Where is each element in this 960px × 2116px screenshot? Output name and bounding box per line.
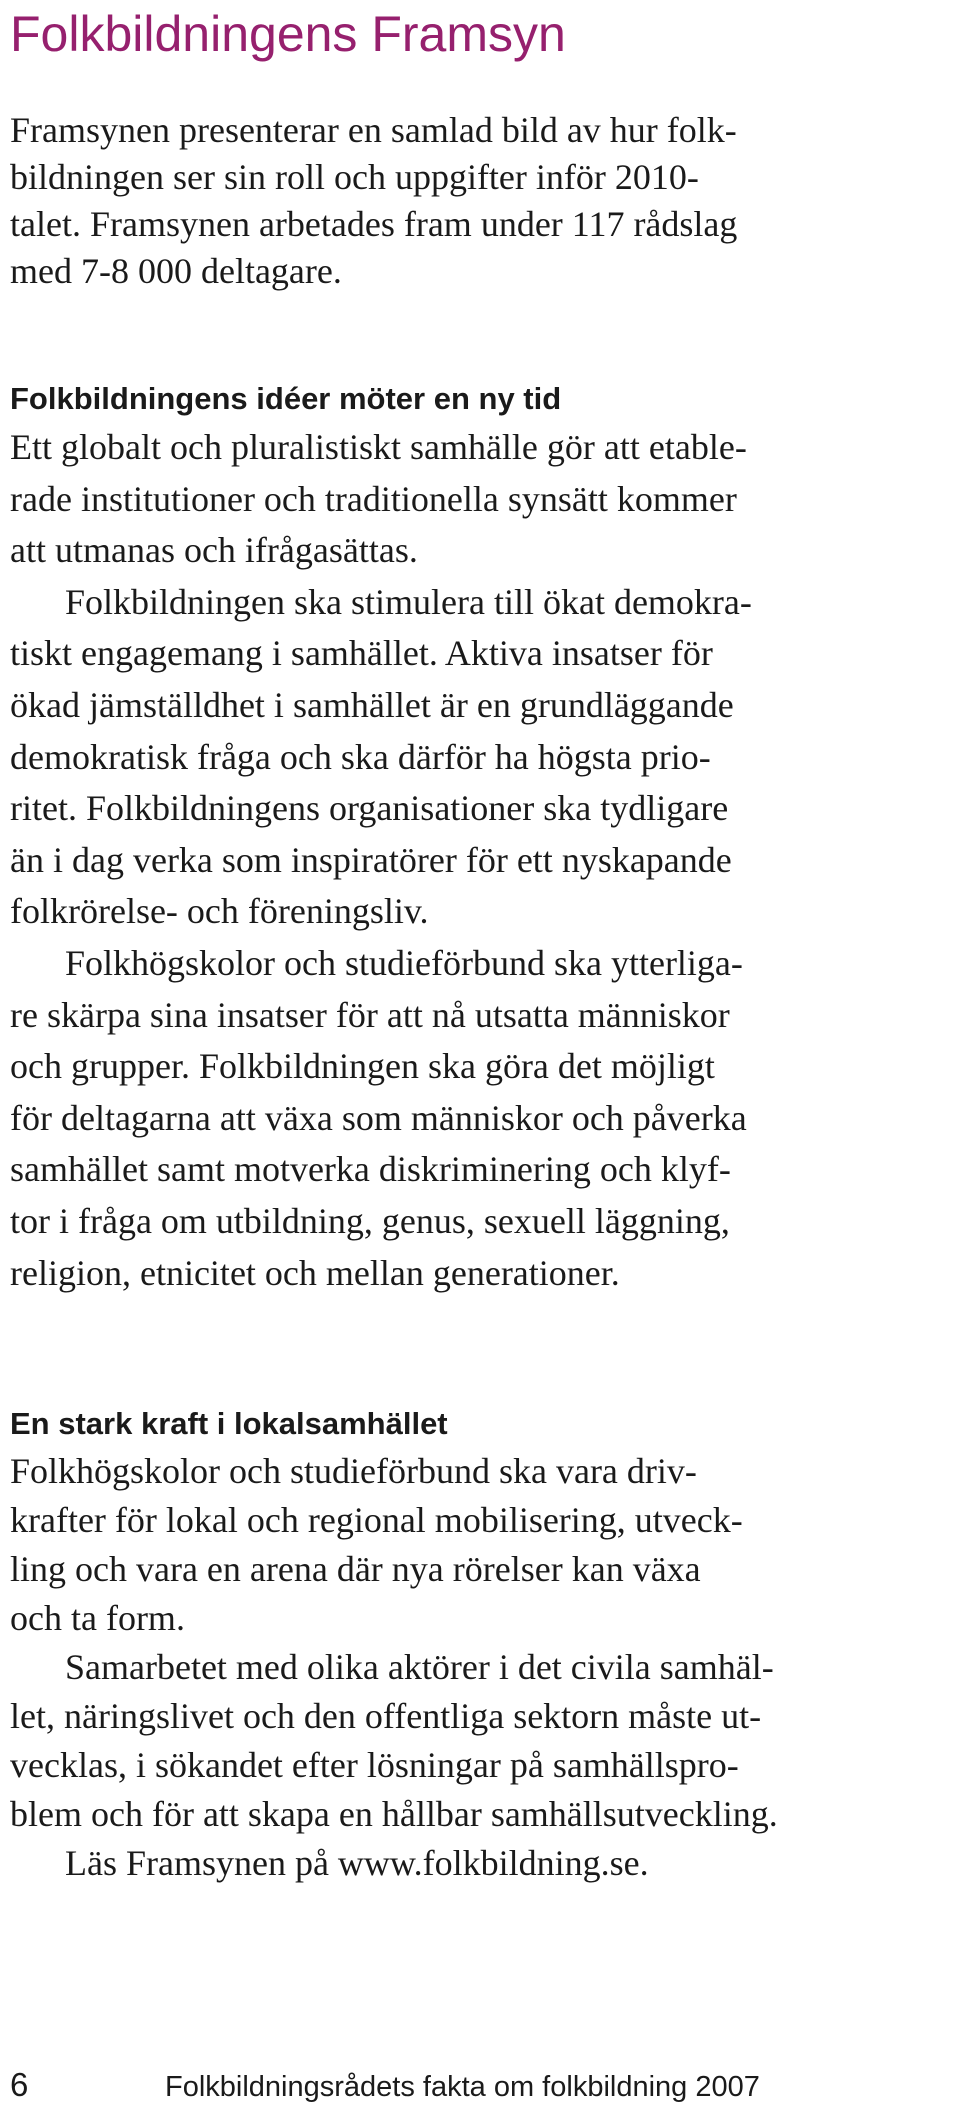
text-line: med 7-8 000 deltagare. bbox=[10, 251, 342, 291]
text-line: Folkbildningen ska stimulera till ökat demokra- bbox=[65, 581, 752, 622]
text-line: Folkhögskolor och studieförbund ska ytterliga- bbox=[65, 942, 743, 983]
text-line: Samarbetet med olika aktörer i det civila samhäl- bbox=[65, 1647, 774, 1687]
text-line: Läs Framsynen på www.folkbildning.se. bbox=[65, 1843, 649, 1883]
section-body bbox=[10, 422, 950, 1299]
section-ideas bbox=[10, 376, 950, 1299]
text-line: för deltagarna att växa som människor och påverka bbox=[10, 1097, 747, 1138]
text-line: än i dag verka som inspiratörer för ett nyskapande bbox=[10, 839, 732, 880]
text-line: och ta form. bbox=[10, 1598, 185, 1638]
text-line: Folkhögskolor och studieförbund ska vara driv- bbox=[10, 1451, 697, 1491]
page-title: Folkbildningens Framsyn bbox=[10, 6, 566, 62]
text-line: ritet. Folkbildningens organisationer ska tydligare bbox=[10, 788, 729, 829]
section-heading: En stark kraft i lokalsamhället bbox=[10, 1406, 448, 1441]
text-line: re skärpa sina insatser för att nå utsatta människor bbox=[10, 994, 730, 1035]
text-line: Framsynen presenterar en samlad bild av hur folk- bbox=[10, 110, 737, 150]
text-line: ökad jämställdhet i samhället är en grundläggande bbox=[10, 684, 734, 725]
text-line: tor i fråga om utbildning, genus, sexuell läggning, bbox=[10, 1200, 730, 1241]
text-line: krafter för lokal och regional mobilisering, utveck- bbox=[10, 1500, 743, 1540]
section-local-community bbox=[10, 1401, 950, 1888]
text-line: tiskt engagemang i samhället. Aktiva insatser för bbox=[10, 633, 713, 674]
text-line: talet. Framsynen arbetades fram under 117 rådslag bbox=[10, 204, 738, 244]
intro-paragraph bbox=[10, 107, 950, 295]
section-body bbox=[10, 1447, 950, 1888]
text-line: vecklas, i sökandet efter lösningar på samhällspro- bbox=[10, 1745, 739, 1785]
text-line: folkrörelse- och föreningsliv. bbox=[10, 891, 429, 932]
text-line: och grupper. Folkbildningen ska göra det möjligt bbox=[10, 1046, 715, 1087]
text-line: rade institutioner och traditionella synsätt kommer bbox=[10, 478, 737, 519]
text-line: let, näringslivet och den offentliga sektorn måste ut- bbox=[10, 1696, 762, 1736]
text-line: demokratisk fråga och ska därför ha högsta prio- bbox=[10, 736, 711, 777]
section-heading: Folkbildningens idéer möter en ny tid bbox=[10, 381, 562, 416]
text-line: ling och vara en arena där nya rörelser kan växa bbox=[10, 1549, 701, 1589]
text-line: blem och för att skapa en hållbar samhällsutveckling. bbox=[10, 1794, 778, 1834]
page-number: 6 bbox=[10, 2066, 29, 2103]
text-line: att utmanas och ifrågasättas. bbox=[10, 530, 418, 571]
text-line: bildningen ser sin roll och uppgifter inför 2010- bbox=[10, 157, 699, 197]
page-footer bbox=[0, 2062, 960, 2112]
footer-publication-title: Folkbildningsrådets fakta om folkbildning 2007 bbox=[165, 2071, 760, 2103]
text-line: samhället samt motverka diskriminering och klyf- bbox=[10, 1149, 731, 1190]
text-line: religion, etnicitet och mellan generationer. bbox=[10, 1252, 620, 1293]
text-line: Ett globalt och pluralistiskt samhälle gör att etable- bbox=[10, 427, 747, 467]
